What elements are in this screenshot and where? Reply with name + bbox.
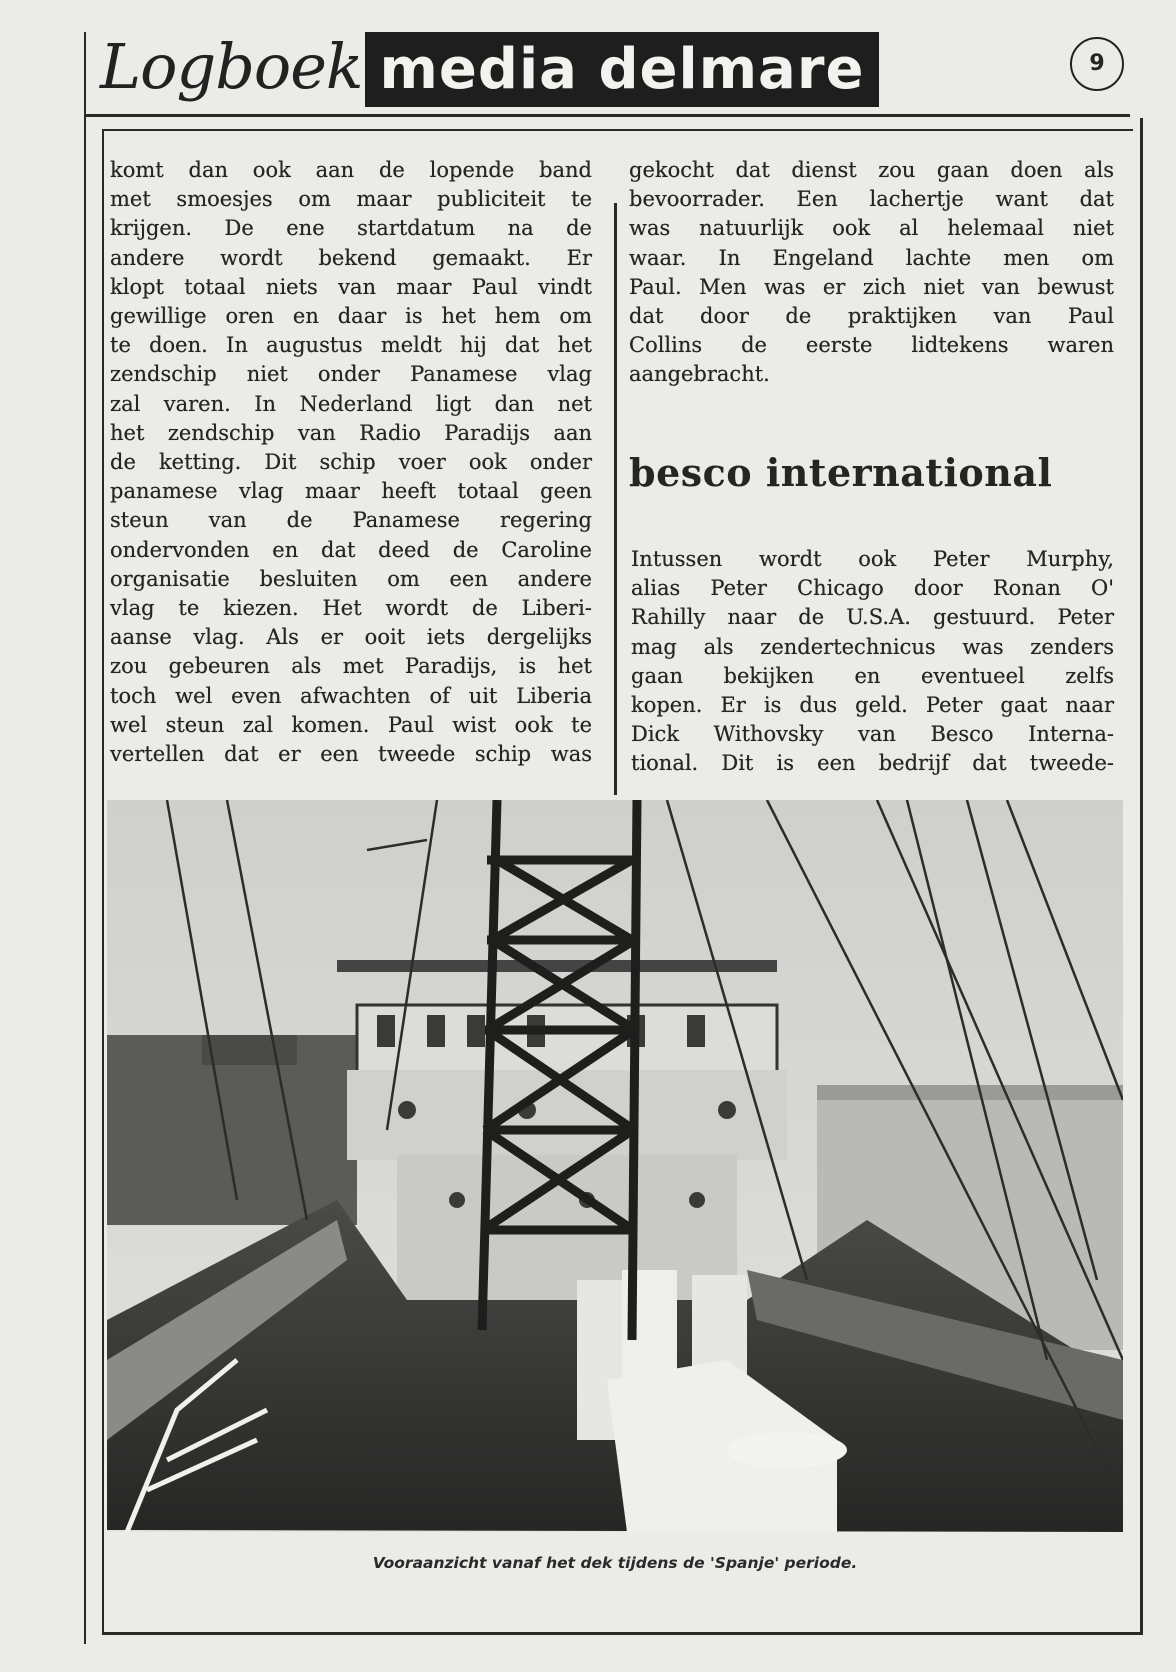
text-line: alias Peter Chicago door Ronan O': [631, 576, 1114, 601]
text-line: steun van de Panamese regering: [110, 508, 592, 533]
ship-deck-photo: [107, 800, 1123, 1532]
frame-left-rule: [102, 129, 104, 1634]
text-line: organisatie besluiten om een andere: [110, 566, 592, 591]
text-line: aanse vlag. Als er ooit iets dergelijks: [110, 625, 592, 650]
logo-logboek: Logboek: [100, 30, 363, 103]
frame-top-rule: [103, 129, 1133, 131]
frame-right-rule: [1140, 118, 1143, 1634]
text-line: mag als zendertechnicus was zenders: [631, 634, 1114, 659]
photo-caption: Vooraanzicht vanaf het dek tijdens de 'Spanje' periode.: [372, 1554, 858, 1572]
text-line: vertellen dat er een tweede schip was: [110, 742, 592, 767]
column-divider: [614, 203, 617, 795]
text-line: zou gebeuren als met Paradijs, is het: [110, 654, 592, 679]
text-line: zal varen. In Nederland ligt dan net: [110, 391, 592, 416]
text-line: de ketting. Dit schip voer ook onder: [110, 450, 592, 475]
text-line: panamese vlag maar heeft totaal geen: [110, 479, 592, 504]
text-line: kopen. Er is dus geld. Peter gaat naar: [631, 693, 1114, 718]
text-line: Paul. Men was er zich niet van bewust: [629, 274, 1114, 299]
text-line: gekocht dat dienst zou gaan doen als: [629, 158, 1114, 182]
page-number: 9: [1070, 37, 1124, 91]
header-rule: [85, 114, 1130, 117]
section-heading: besco international: [629, 450, 1053, 495]
text-line: toch wel even afwachten of uit Liberia: [110, 683, 592, 708]
text-line: wel steun zal komen. Paul wist ook te: [110, 712, 592, 737]
text-line: komt dan ook aan de lopende band: [110, 158, 592, 182]
text-line: aangebracht.: [629, 362, 770, 387]
text-line: te doen. In augustus meldt hij dat het: [110, 333, 592, 358]
frame-bottom-rule: [102, 1632, 1143, 1635]
text-line: tional. Dit is een bedrijf dat tweede-: [631, 751, 1114, 776]
text-line: vlag te kiezen. Het wordt de Liberi-: [110, 596, 592, 621]
text-line: Intussen wordt ook Peter Murphy,: [631, 547, 1114, 571]
text-line: was natuurlijk ook al helemaal niet: [629, 216, 1114, 241]
outer-border-line: [84, 32, 86, 1644]
text-line: ondervonden en dat deed de Caroline: [110, 537, 592, 562]
right-column-paragraph-2: [631, 545, 1114, 779]
text-line: het zendschip van Radio Paradijs aan: [110, 420, 592, 445]
text-line: krijgen. De ene startdatum na de: [110, 216, 592, 241]
text-line: waar. In Engeland lachte men om: [629, 245, 1114, 270]
text-line: klopt totaal niets van maar Paul vindt: [110, 274, 592, 299]
text-line: bevoorrader. Een lachertje want dat: [629, 187, 1114, 212]
text-line: gaan bekijken en eventueel zelfs: [631, 663, 1114, 688]
text-line: Dick Withovsky van Besco Interna-: [631, 722, 1114, 747]
text-line: gewillige oren en daar is het hem om: [110, 304, 592, 329]
right-column-paragraph-1: [629, 156, 1114, 390]
text-line: Rahilly naar de U.S.A. gestuurd. Peter: [631, 605, 1114, 630]
text-line: met smoesjes om maar publiciteit te: [110, 187, 592, 212]
text-line: andere wordt bekend gemaakt. Er: [110, 245, 592, 270]
logo-media-delmare: media delmare: [365, 32, 879, 107]
left-column-text: [110, 156, 592, 769]
text-line: dat door de praktijken van Paul: [629, 304, 1114, 329]
text-line: Collins de eerste lidtekens waren: [629, 333, 1114, 358]
text-line: zendschip niet onder Panamese vlag: [110, 362, 592, 387]
